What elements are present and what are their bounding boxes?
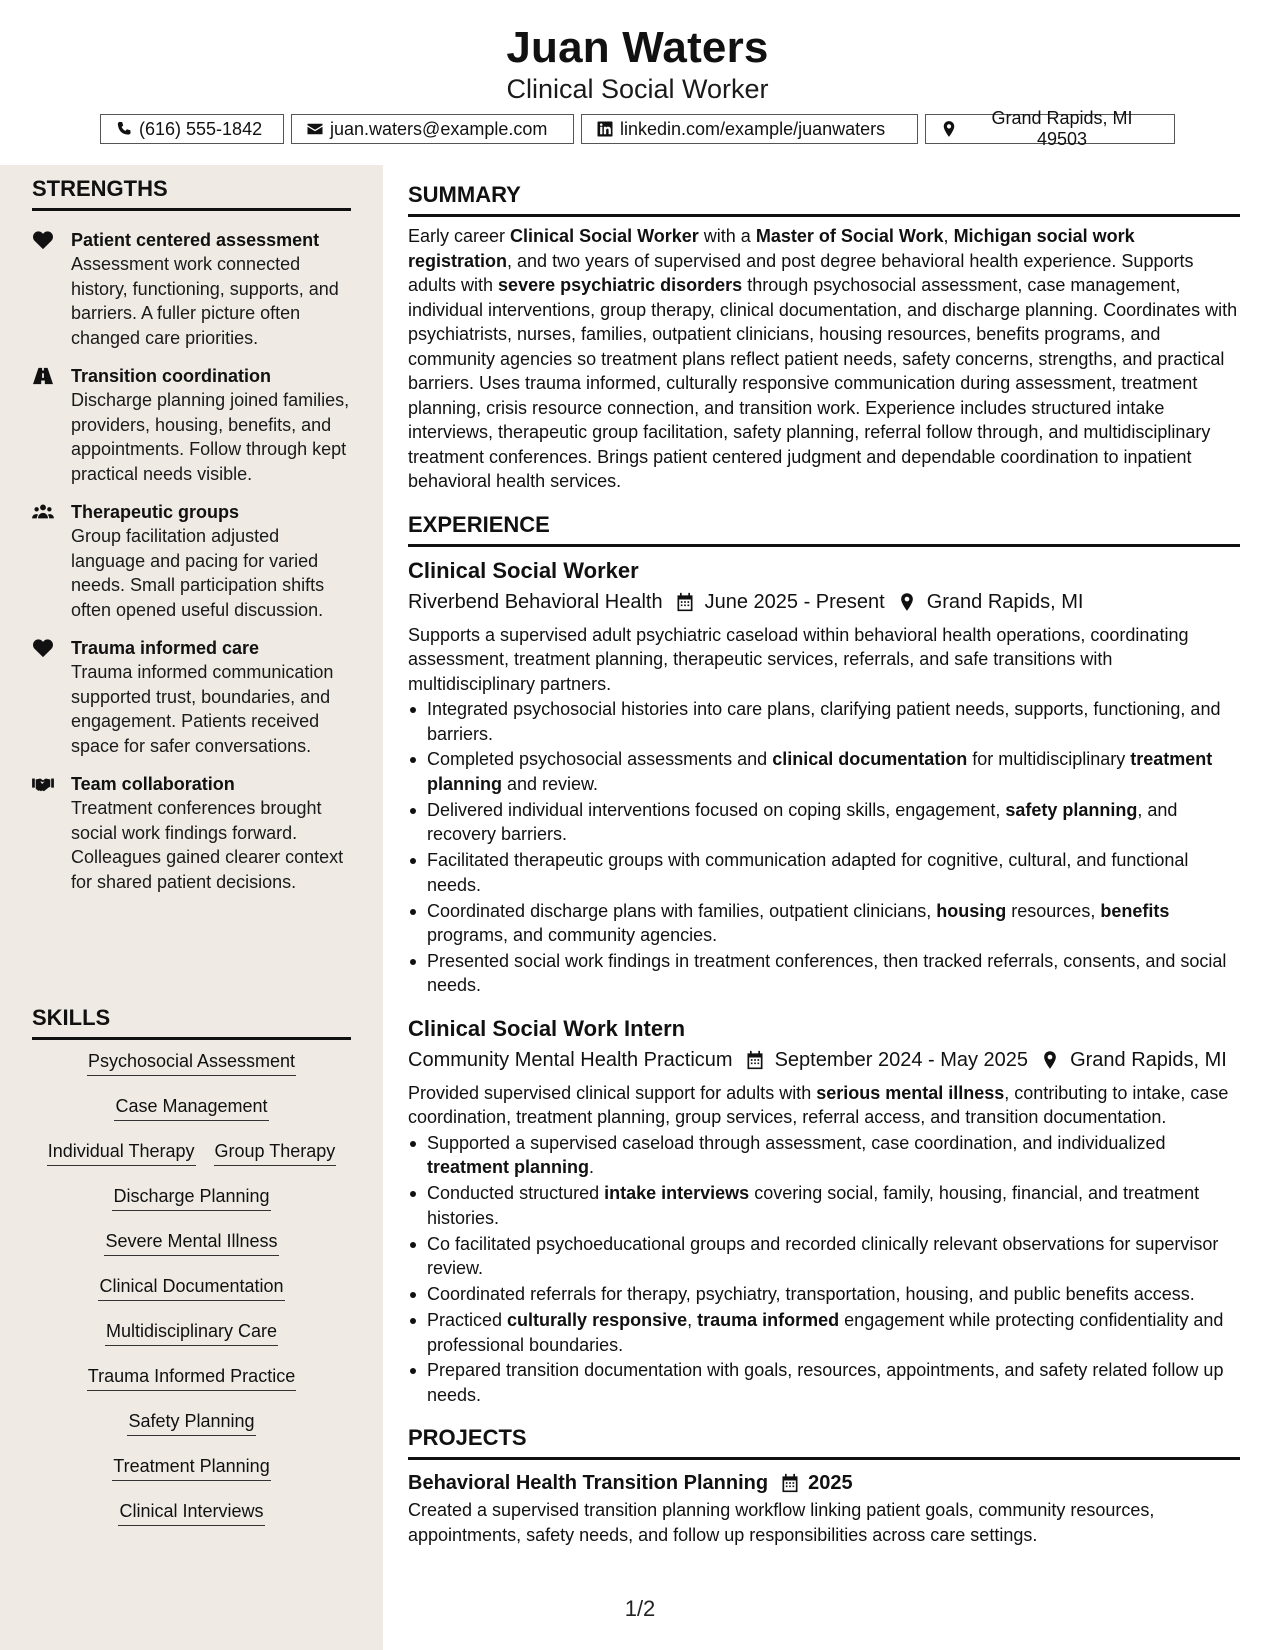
project-desc: Created a supervised transition planning workflow linking patient goals, community resources, appointments, safety needs, and follow up responsibilities across care settings. — [408, 1500, 1155, 1545]
section-divider — [408, 544, 1240, 547]
candidate-name: Juan Waters — [506, 23, 769, 72]
text-run: , and two years of supervised and post degree behavioral health experience. Supports adults with — [408, 250, 1194, 295]
skill-tag: Multidisciplinary Care — [105, 1319, 278, 1346]
text-run: Prepared transition documentation with goals, resources, appointments, and safety related follow up needs. — [427, 1360, 1224, 1405]
bullet-item — [408, 949, 1240, 998]
bullet-item — [408, 1232, 1240, 1281]
bold-text: intake interviews — [604, 1183, 750, 1204]
strength-title: Therapeutic groups — [71, 502, 240, 522]
strength-title: Team collaboration — [71, 774, 235, 794]
job-org: Community Mental Health Practicum — [408, 1048, 733, 1071]
calendar-icon — [745, 1050, 765, 1070]
strength-title: Transition coordination — [71, 366, 272, 386]
bold-text: severe psychiatric disorders — [498, 275, 743, 295]
text-run: Provided supervised clinical support for adults with — [408, 1082, 817, 1103]
text-run: . — [589, 1157, 595, 1178]
handshake-icon — [32, 774, 54, 794]
skill-tag: Psychosocial Assessment — [87, 1049, 296, 1076]
skill-tag: Trauma Informed Practice — [87, 1364, 296, 1391]
job-entry — [408, 1014, 1240, 1407]
text-run: Facilitated therapeutic groups with communication adapted for cognitive, cultural, and functional needs. — [427, 850, 1189, 895]
bold-text: serious mental illness — [816, 1082, 1005, 1103]
skill-row — [32, 1319, 351, 1364]
bold-text: benefits — [1100, 900, 1170, 921]
experience-title: EXPERIENCE — [408, 511, 550, 537]
bullet-item — [408, 1358, 1240, 1407]
skill-tag: Severe Mental Illness — [104, 1229, 278, 1256]
skill-tag: Individual Therapy — [47, 1139, 196, 1166]
text-run: Coordinated referrals for therapy, psychiatry, transportation, housing, and public benefits access. — [427, 1284, 1195, 1305]
job-meta — [408, 587, 1240, 617]
text-run: Delivered individual interventions focused on coping skills, engagement, — [427, 799, 1006, 820]
skill-row — [32, 1229, 351, 1274]
strength-title: Trauma informed care — [71, 638, 260, 658]
skills-list — [32, 1049, 351, 1544]
contact-bar — [0, 108, 1275, 149]
contact-email[interactable] — [291, 114, 574, 144]
contact-phone-text: (616) 555-1842 — [139, 118, 263, 139]
heart-icon — [32, 638, 54, 658]
text-run: with a — [698, 226, 756, 246]
text-run: Early career — [408, 226, 511, 246]
bullet-item — [408, 1131, 1240, 1180]
bold-text: housing — [936, 900, 1007, 921]
text-run: Presented social work findings in treatment conferences, then tracked referrals, consents, and social needs. — [427, 950, 1227, 996]
skill-tag: Case Management — [114, 1094, 268, 1121]
skill-row — [32, 1094, 351, 1139]
job-title: Clinical Social Work Intern — [408, 1015, 686, 1041]
skill-row — [32, 1139, 351, 1184]
section-divider — [408, 214, 1240, 217]
resume-header — [0, 0, 1275, 165]
skill-tag: Clinical Documentation — [98, 1274, 284, 1301]
project-year: 2025 — [808, 1472, 853, 1495]
calendar-icon — [675, 592, 695, 612]
strength-desc: Trauma informed communication supported trust, boundaries, and engagement. Patients received space for safer conversations. — [71, 662, 334, 756]
contact-location — [925, 108, 1175, 149]
text-run: Integrated psychosocial histories into care plans, clarifying patient needs, supports, functioning, and barriers. — [427, 699, 1221, 744]
text-run: resources, — [1006, 900, 1101, 921]
bold-text: safety planning — [1005, 799, 1138, 820]
text-run: Completed psychosocial assessments and — [427, 749, 773, 770]
job-entry — [408, 556, 1240, 998]
experience-section — [408, 511, 1240, 1408]
section-divider — [32, 208, 351, 211]
skill-tag: Group Therapy — [214, 1139, 337, 1166]
calendar-icon — [780, 1473, 800, 1493]
bullet-item — [408, 848, 1240, 897]
contact-linkedin[interactable] — [581, 114, 918, 144]
projects-title: PROJECTS — [408, 1425, 527, 1451]
strength-desc: Discharge planning joined families, providers, housing, benefits, and appointments. Follow through kept practical needs visible. — [71, 390, 350, 484]
text-run: and review. — [502, 773, 599, 794]
contact-email-text: juan.waters@example.com — [330, 118, 548, 139]
text-run: , — [943, 226, 954, 246]
job-desc — [408, 623, 1240, 697]
strengths-list — [32, 228, 352, 908]
job-meta — [408, 1045, 1240, 1075]
job-bullets — [408, 697, 1240, 998]
strengths-heading — [32, 175, 351, 211]
job-bullets — [408, 1131, 1240, 1407]
text-run: for multidisciplinary — [967, 749, 1131, 770]
job-desc — [408, 1081, 1240, 1130]
text-run: covering social, family, housing, financial, and treatment histories. — [427, 1183, 1200, 1228]
projects-section — [408, 1424, 1240, 1547]
bold-text: trauma informed — [697, 1310, 840, 1331]
job-dates: June 2025 - Present — [704, 590, 885, 613]
bullet-item — [408, 798, 1240, 847]
bullet-item — [408, 1282, 1240, 1307]
project-title: Behavioral Health Transition Planning — [408, 1472, 769, 1495]
map-pin-icon — [897, 592, 917, 612]
text-run: Conducted structured — [427, 1183, 605, 1204]
text-run: , contributing to intake, case coordination, treatment planning, group services, referral access, and transition documentation. — [408, 1082, 1229, 1128]
map-pin-icon — [1040, 1050, 1060, 1070]
strengths-title: STRENGTHS — [32, 176, 168, 201]
road-icon — [32, 366, 54, 386]
job-dates: September 2024 - May 2025 — [774, 1048, 1029, 1071]
text-run: Coordinated discharge plans with families, outpatient clinicians, — [427, 900, 937, 921]
project-header — [408, 1469, 1240, 1497]
bold-text: Master of Social Work — [755, 226, 944, 246]
skill-row — [32, 1409, 351, 1454]
skill-row — [32, 1454, 351, 1499]
text-run: , and recovery barriers. — [427, 799, 1178, 845]
job-org: Riverbend Behavioral Health — [408, 590, 663, 613]
text-run: programs, and community agencies. — [427, 925, 718, 946]
job-title: Clinical Social Worker — [408, 557, 639, 583]
bullet-item — [408, 747, 1240, 796]
strength-title: Patient centered assessment — [71, 230, 320, 250]
phone-icon — [115, 120, 133, 138]
linkedin-icon — [596, 120, 614, 138]
strength-desc: Assessment work connected history, functioning, supports, and barriers. A fuller picture often changed care priorities. — [71, 254, 339, 348]
main-content — [408, 181, 1240, 1547]
bullet-item — [408, 697, 1240, 746]
text-run: Practiced — [427, 1310, 508, 1331]
envelope-icon — [306, 120, 324, 138]
section-divider — [408, 1457, 1240, 1460]
skill-tag: Clinical Interviews — [118, 1499, 264, 1526]
strength-desc: Group facilitation adjusted language and pacing for varied needs. Small participation shifts often opened useful discussion. — [71, 526, 325, 620]
contact-location-text: Grand Rapids, MI 49503 — [991, 108, 1133, 149]
bullet-item — [408, 1181, 1240, 1230]
bold-text: Michigan social work registration — [408, 226, 1135, 271]
text-run: engagement while protecting confidentiality and professional boundaries. — [427, 1310, 1224, 1355]
sidebar — [0, 165, 383, 1650]
skills-heading — [32, 1004, 351, 1040]
bullet-item — [408, 899, 1240, 948]
skills-title: SKILLS — [32, 1005, 111, 1030]
skill-row — [32, 1049, 351, 1094]
bold-text: treatment planning — [427, 749, 1213, 794]
strength-item — [32, 772, 352, 894]
strength-item — [32, 364, 352, 486]
skill-tag: Safety Planning — [127, 1409, 255, 1436]
strength-item — [32, 228, 352, 350]
text-run: Supports a supervised adult psychiatric caseload within behavioral health operations, coordinating assessment, treatment planning, therapeutic services, referrals, and safe transitions with multidisciplinary partners. — [408, 624, 1189, 694]
contact-phone[interactable] — [100, 114, 284, 144]
text-run: through psychosocial assessment, case management, individual interventions, group therapy, clinical documentation, and discharge planning. Coordinates with psychiatrists, nurses, families, outpatient clinicians, housing resources, benefits programs, and community agencies so treatment plans reflect patient needs, safety concerns, strengths, and practical barriers. Uses trauma informed, culturally responsive communication during assessment, treatment planning, crisis resource connection, and transition work. Experience includes structured intake interviews, therapeutic group facilitation, safety planning, referral follow through, and multidisciplinary treatment conferences. Brings patient centered judgment and dependable coordination to inpatient behavioral health services. — [408, 275, 1238, 491]
text-run: , — [687, 1310, 698, 1331]
skill-row — [32, 1364, 351, 1409]
skill-tag: Discharge Planning — [112, 1184, 270, 1211]
heart-icon — [32, 230, 54, 250]
job-list — [408, 556, 1240, 1408]
candidate-title: Clinical Social Worker — [506, 74, 769, 104]
job-location: Grand Rapids, MI — [926, 590, 1084, 613]
bullet-item — [408, 1308, 1240, 1357]
bold-text: Clinical Social Worker — [510, 226, 699, 246]
bold-text: clinical documentation — [772, 749, 968, 770]
summary-section — [408, 181, 1240, 494]
strength-item — [32, 500, 352, 622]
users-icon — [32, 502, 54, 522]
bold-text: culturally responsive — [507, 1310, 688, 1331]
contact-linkedin-text: linkedin.com/example/juanwaters — [620, 118, 886, 139]
job-location: Grand Rapids, MI — [1070, 1048, 1227, 1071]
text-run: Supported a supervised caseload through assessment, case coordination, and individualized — [427, 1132, 1166, 1153]
skill-row — [32, 1274, 351, 1319]
strength-desc: Treatment conferences brought social work findings forward. Colleagues gained clearer context for shared patient decisions. — [71, 798, 344, 892]
summary-title: SUMMARY — [408, 182, 521, 207]
bold-text: treatment planning — [427, 1157, 590, 1178]
skill-row — [32, 1499, 351, 1544]
page-number: 1/2 — [624, 1596, 656, 1621]
strength-item — [32, 636, 352, 758]
section-divider — [32, 1037, 351, 1040]
map-pin-icon — [940, 120, 958, 138]
summary-text — [408, 224, 1240, 494]
text-run: Co facilitated psychoeducational groups and recorded clinically relevant observations for supervisor review. — [427, 1233, 1219, 1279]
skill-row — [32, 1184, 351, 1229]
skill-tag: Treatment Planning — [112, 1454, 270, 1481]
